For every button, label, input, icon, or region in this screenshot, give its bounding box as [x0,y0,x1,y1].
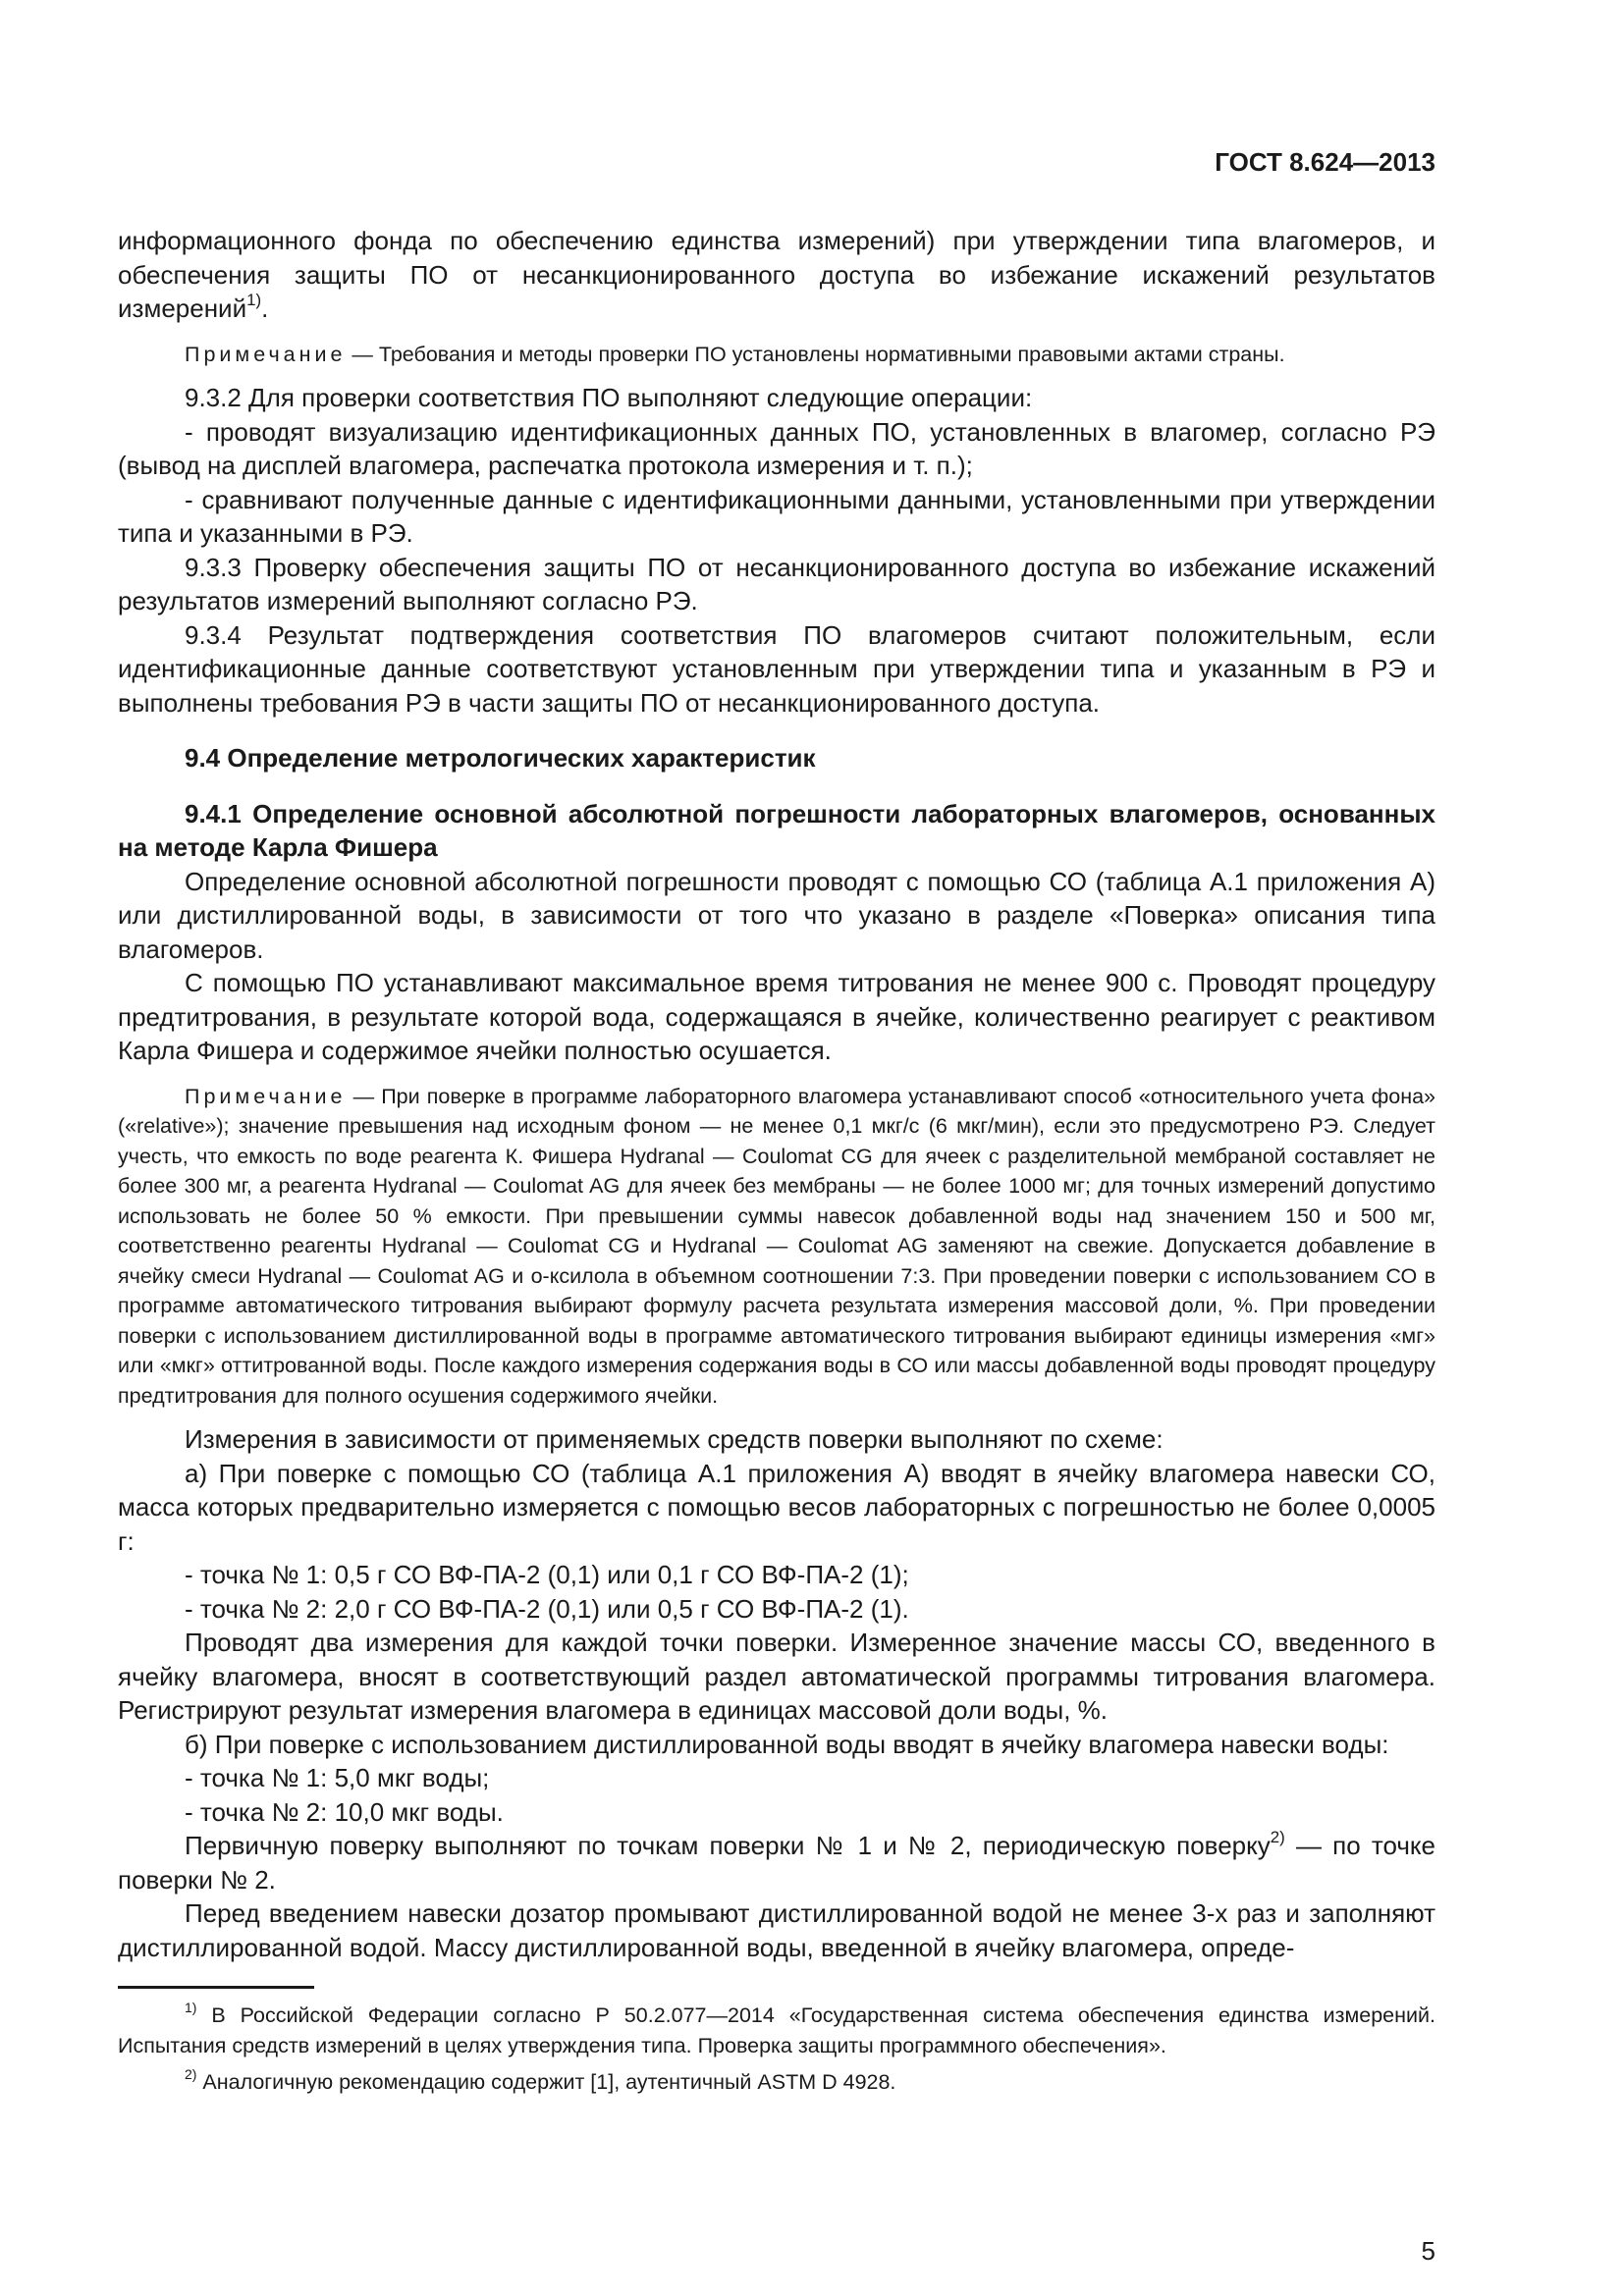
list-item: - проводят визуализацию идентификационных данных ПО, установленных в влагомер, согласно РЭ (вывод на дисплей влагомера, распечатка протокола измерения и т. п.); [118,416,1435,480]
paragraph: Измерения в зависимости от применяемых средств поверки выполняют по схеме: [185,1424,1164,1454]
footnote-ref-1[interactable]: 1) [246,291,262,310]
footnote-1 [118,2001,1435,2061]
section-heading-9-4-1: 9.4.1 Определение основной абсолютной погрешности лабораторных влагомеров, основанных на методе Карла Фишера [118,798,1435,862]
clause-9-3-4: 9.3.4 Результат подтверждения соответствия ПО влагомеров считают положительным, если идентификационные данные соответствуют установленным при утверждении типа и указанным в РЭ и выполнены требования РЭ в части защиты ПО от несанкционированного доступа. [118,619,1435,718]
footnotes [118,2001,1435,2104]
page-number: 5 [1421,2236,1435,2266]
paragraph: Перед введением навески дозатор промывают дистиллированной водой не менее 3-х раз и заполняют дистиллированной водой. Массу дистиллированной воды, введенной в ячейку влагомера, опреде- [118,1898,1435,1962]
list-item: - точка № 2: 10,0 мкг воды. [185,1796,504,1827]
list-item: - точка № 2: 2,0 г СО ВФ-ПА-2 (0,1) или 0,5 г СО ВФ-ПА-2 (1). [185,1593,909,1624]
document-designation: ГОСТ 8.624—2013 [1215,147,1435,177]
note-label: Примечание [185,1084,347,1108]
clause-9-3-3: 9.3.3 Проверку обеспечения защиты ПО от несанкционированного доступа во избежание искажений результатов измерений выполняют согласно РЭ. [118,552,1435,615]
footnote-text: В Российской Федерации согласно Р 50.2.077—2014 «Государственная система обеспечения единства измерений. Испытания средств измерений в целях утверждения типа. Проверка защиты программного обеспечения». [118,2003,1435,2057]
list-item: - сравнивают полученные данные с идентификационными данными, установленными при утверждении типа и указанными в РЭ. [118,484,1435,548]
footnote-ref-2[interactable]: 2) [1270,1828,1285,1847]
paragraph-end: . [261,294,269,323]
note-text: — Требования и методы проверки ПО установлены нормативными правовыми актами страны. [346,342,1285,366]
paragraph [118,1829,1435,1896]
note-verification-procedure [118,1082,1435,1412]
page-body [118,224,1435,1964]
note-label: Примечание [185,342,347,366]
note-text: — При поверке в программе лабораторного влагомера устанавливают способ «относительного учета фона» («relative»); значение превышения над исходным фоном — не менее 0,1 мкг/с (6 мкг/мин), если это предусмотрено РЭ. Следует учесть, что емкость по воде реагента К. Фишера Hydranal — Coulomat CG для ячеек с разделительной мембраной составляет не более 300 мг, а реагента Hydranal — Coulomat AG для ячеек без мембраны — не более 1000 мг; для точных измерений допустимо использовать не более 50 % емкости. При превышении суммы навесок добавленной воды над значением 150 и 500 мг, соответственно реагенты Hydranal — Coulomat CG и Hydranal — Coulomat AG заменяют на свежие. Допускается добавление в ячейку смеси Hydranal — Coulomat AG и о-ксилола в объемном соотношении 7:3. При проведении поверки с использованием СО в программе автоматического титрования выбирают формулу расчета результата измерения массовой доли, %. При проведении поверки с использованием дистиллированной воды в программе автоматического титрования выбирают единицы измерения «мг» или «мкг» оттитрованной воды. После каждого измерения содержания воды в СО или массы добавленной воды проводят процедуру предтитрования для полного осушения содержимого ячейки. [118,1084,1435,1408]
footnote-separator [118,1986,314,1989]
section-heading-9-4: 9.4 Определение метрологических характеристик [185,743,816,773]
clause-9-3-2: 9.3.2 Для проверки соответствия ПО выполняют следующие операции: [185,383,1033,412]
paragraph: Проводят два измерения для каждой точки поверки. Измеренное значение массы СО, введенного в ячейку влагомера, вносят в соответствующий раздел автоматической программы титрования влагомера. Регистрируют результат измерения влагомера в единицах массовой доли воды, %. [118,1628,1435,1725]
paragraph-text: информационного фонда по обеспечению единства измерений) при утверждении типа влагомеров, и обеспечения защиты ПО от несанкционированного доступа во избежание искажений результатов измерений [118,226,1435,323]
list-item: - точка № 1: 5,0 мкг воды; [185,1763,490,1792]
footnote-mark: 2) [185,2066,197,2083]
paragraph-end: — по точке поверки № 2. [118,1831,1435,1895]
list-item: б) При поверке с использованием дистиллированной воды вводят в ячейку влагомера навески воды: [185,1729,1389,1759]
paragraph-continuation [118,224,1435,326]
note-software-requirements [118,340,1435,370]
footnote-mark: 1) [185,2000,197,2016]
list-item: - точка № 1: 0,5 г СО ВФ-ПА-2 (0,1) или 0,1 г СО ВФ-ПА-2 (1); [185,1560,909,1589]
paragraph: С помощью ПО устанавливают максимальное время титрования не менее 900 с. Проводят процедуру предтитрования, в результате которой вода, содержащаяся в ячейке, количественно реагирует с реактивом Карла Фишера и содержимое ячейки полностью осушается. [118,968,1435,1065]
footnote-text: Аналогичную рекомендацию содержит [1], аутентичный ASTM D 4928. [196,2070,896,2094]
paragraph-text: Первичную поверку выполняют по точкам поверки № 1 и № 2, периодическую поверку [185,1831,1271,1860]
paragraph: Определение основной абсолютной погрешности проводят с помощью СО (таблица А.1 приложения А) или дистиллированной воды, в зависимости от того что указано в разделе «Поверка» описания типа влагомеров. [118,866,1435,964]
list-item: а) При поверке с помощью СО (таблица А.1 приложения А) вводят в ячейку влагомера навески СО, масса которых предварительно измеряется с помощью весов лабораторных с погрешностью не более 0,0005 г: [118,1458,1435,1556]
footnote-2 [118,2067,1435,2098]
